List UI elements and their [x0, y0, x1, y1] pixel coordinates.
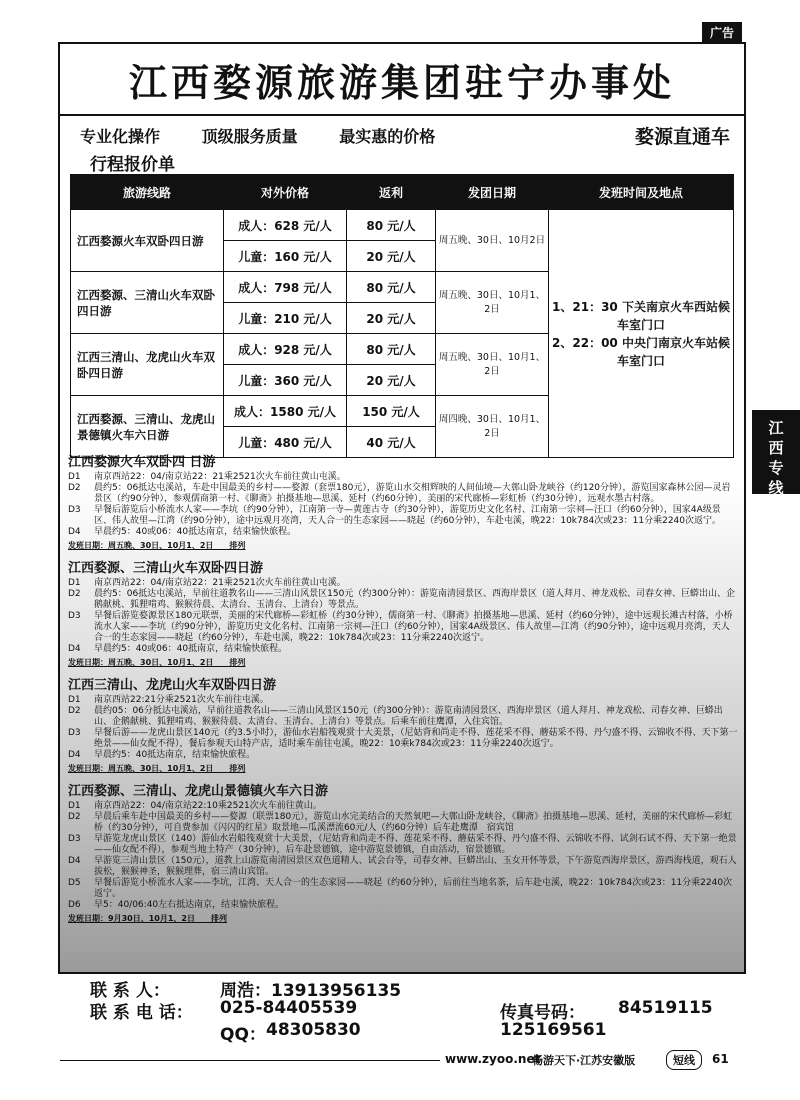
child-price: 儿童：210 元/人: [224, 303, 347, 334]
itinerary-title: 江西三清山、龙虎山火车双卧四日游: [68, 678, 277, 693]
dates-cell: 周五晚、30日、10月2日: [436, 210, 549, 272]
phone-label: 联 系 电 话：: [90, 1003, 193, 1023]
itinerary-day: [68, 695, 738, 706]
slogan-1: 专业化操作: [80, 127, 161, 146]
adult-price: 成人：928 元/人: [224, 334, 347, 365]
itinerary-day: [68, 900, 738, 911]
child-price: 儿童：160 元/人: [224, 241, 347, 272]
child-rebate: 20 元/人: [347, 365, 436, 396]
day-label: D6: [68, 900, 81, 910]
itinerary-title: 江西婺源火车双卧四 日游: [68, 455, 216, 470]
adult-price: 成人：798 元/人: [224, 272, 347, 303]
route-cell: 江西婺源火车双卧四日游: [71, 210, 224, 272]
ad-frame: [58, 42, 746, 974]
route-cell: 江西婺源、三清山火车双卧四日游: [71, 272, 224, 334]
dates-cell: 周五晚、30日、10月1、2日: [436, 272, 549, 334]
itinerary-day: [68, 589, 738, 611]
day-label: D2: [68, 589, 81, 599]
direct-bus-label: 婺源直通车: [634, 126, 730, 148]
itinerary-day: [68, 856, 738, 878]
schedule-note: 发班日期：周五晚、30日、10月1、2日 排列: [68, 764, 246, 773]
day-text: 早餐后游——龙虎山景区140元（约3.5小时），游仙水岩船筏观赏十大美景，（尼姑背和尚走不得、莲花采不得、蘑菇采不得、丹勺盛不得、云锦收不得、天下第一绝景——仙女配不得），餐后参观天山特产店，适时乘车前往屯溪，晚22：10乘k784次或23：11分乘2240次返宁。: [94, 728, 738, 749]
price-list-heading: 行程报价单: [90, 155, 175, 175]
child-price: 儿童：360 元/人: [224, 365, 347, 396]
adult-price: 成人：628 元/人: [224, 210, 347, 241]
day-label: D1: [68, 801, 81, 811]
qq-label: QQ：: [220, 1025, 266, 1045]
day-text: 早餐后游览小桥流水人家——李坑，江湾、天人合一的生态家园——晓起（约60分钟），后前往当地名茶，后车赴屯溪，晚22：10k784次或23：11分乘2240次返宁。: [94, 878, 733, 899]
day-label: D4: [68, 527, 81, 537]
itinerary-day: [68, 505, 738, 527]
day-text: 早晨约5：40抵达南京，结束愉快旅程。: [94, 750, 256, 760]
dates-cell: 周五晚、30日、10月1、2日: [436, 334, 549, 396]
itinerary-day: [68, 834, 738, 856]
phone-number: 025-84405539: [220, 998, 358, 1018]
day-label: D3: [68, 505, 81, 515]
day-label: D4: [68, 856, 81, 866]
day-text: 南京西站22：04/南京站22：21乘2521次火车前往黄山屯溪。: [94, 578, 346, 588]
footer-rule: [60, 1060, 440, 1061]
day-text: 早晨约5：40或06：40抵达南京，结束愉快旅程。: [94, 527, 297, 537]
col-dates: 发团日期: [436, 175, 549, 210]
day-label: D3: [68, 834, 81, 844]
route-cell: 江西婺源、三清山、龙虎山景德镇火车六日游: [71, 396, 224, 458]
day-label: D3: [68, 728, 81, 738]
price-table: [70, 174, 734, 458]
itinerary-day: [68, 706, 738, 728]
day-label: D3: [68, 611, 81, 621]
itinerary-day: [68, 472, 738, 483]
day-text: 晨约5：06抵达屯溪站，车赴中国最美的乡村——婺源（套票180元），游览山水交相辉映的人间仙境—大鄣山卧龙峡谷（约120分钟），游览国家森林公园—灵岩景区（约90分钟），参观儒商第一村、《聊斋》拍摄基地—思溪、延村（约60分钟），美丽的宋代廊桥—彩虹桥（约30分钟），远观水墨古村落。: [94, 483, 731, 504]
page-number: 61: [712, 1052, 729, 1066]
child-rebate: 20 元/人: [347, 241, 436, 272]
itinerary-day: [68, 611, 738, 644]
day-label: D1: [68, 578, 81, 588]
itinerary-3: [68, 674, 738, 774]
departure-times-text: 1、21：30 下关南京火车西站候车室门口 2、22：00 中央门南京火车站候车室门口: [552, 299, 730, 368]
day-text: 早餐后游览婺源景区180元联票，美丽的宋代廊桥—彩虹桥（约30分钟），儒商第一村、《聊斋》拍摄基地—思溪、延村（约60分钟），途中远观长滩古村落，小桥流水人家——李坑（约90分钟），游览历史文化名村、江南第一宗祠—汪口（约60分钟），国家4A级景区、伟人故里—江湾（约90分钟），途中远观月亮湾，天人合一的生态家园——晓起（约60分钟），车赴屯溪，晚22：10k784次或23：11分乘2240次返宁。: [94, 611, 733, 643]
itinerary-day: [68, 527, 738, 538]
day-text: 南京西站22:21分乘2521次火车前往屯溪。: [94, 695, 269, 705]
itinerary-list: [68, 449, 738, 930]
itinerary-title: 江西婺源、三清山火车双卧四日游: [68, 561, 264, 576]
child-rebate: 20 元/人: [347, 303, 436, 334]
day-text: 南京西站22：04/南京站22:10乘2521次火车前往黄山。: [94, 801, 322, 811]
col-price: 对外价格: [224, 175, 347, 210]
qq-number: 48305830: [266, 1020, 361, 1040]
contact-name: 周浩：13913956135: [220, 981, 402, 1001]
day-text: 晨约05：06分抵达屯溪站，早前往道教名山——三清山风景区150元（约300分钟）：游览南清园景区、西海岸景区（道人拜月、神龙戏松、司春女神、巨蟒出山、企鹅献桃、狐狸啃鸡、猴猴待晨、太清台、玉清台、上清台）等景点。后乘车前往鹰潭，入住宾馆。: [94, 706, 723, 727]
day-label: D4: [68, 644, 81, 654]
page-title: 江西婺源旅游集团驻宁办事处: [128, 61, 675, 105]
table-row: [71, 210, 734, 241]
footer-publication: 畅游天下·江苏安徽版: [532, 1054, 636, 1067]
itinerary-day: [68, 750, 738, 761]
col-route: 旅游线路: [71, 175, 224, 210]
qq-number-2: 125169561: [500, 1020, 607, 1040]
itinerary-day: [68, 483, 738, 505]
day-text: 早游览龙虎山景区（140）游仙水岩船筏观赏十大美景，（尼姑背和尚走不得、莲花采不得、蘑菇采不得、丹勺盛不得、云锦收不得、试剑石试不得、天下第一绝景——仙女配不得），参观当地土特产（30分钟），后车赴景德镇，途中游览景德镇，自由活动，宿景德镇。: [94, 834, 737, 855]
day-label: D4: [68, 750, 81, 760]
day-text: 早5：40/06:40左右抵达南京，结束愉快旅程。: [94, 900, 285, 910]
itinerary-day: [68, 578, 738, 589]
itinerary-4: [68, 780, 738, 924]
footer-section-badge: 短线: [666, 1050, 702, 1070]
page-footer: [0, 1048, 800, 1072]
col-departure: 发班时间及地点: [549, 175, 734, 210]
itinerary-day: [68, 644, 738, 655]
day-text: 早晨后乘车赴中国最美的乡村——婺源（联票180元），游览山水完美结合的天然氧吧—大鄣山卧龙峡谷，《聊斋》拍摄基地—思溪、延村，美丽的宋代廊桥—彩虹桥（约30分钟），可自费参加《闪闪的红星》取景地—瓜溪漂流60元/人（约60分钟）后车赴鹰潭 宿宾馆: [94, 812, 733, 833]
day-label: D5: [68, 878, 81, 888]
slogan-2: 顶级服务质量: [201, 127, 298, 146]
side-tab-label: 江西专线: [768, 419, 784, 497]
itinerary-day: [68, 812, 738, 834]
itinerary-title: 江西婺源、三清山、龙虎山景德镇火车六日游: [68, 784, 329, 799]
slogan-3: 最实惠的价格: [339, 127, 436, 146]
dates-cell: 周四晚、30日、10月1、2日: [436, 396, 549, 458]
adult-rebate: 80 元/人: [347, 210, 436, 241]
day-label: D2: [68, 483, 81, 493]
day-text: 晨约5：06抵达屯溪站，早前往道教名山——三清山风景区150元（约300分钟）：游览南清园景区、西海岸景区（道人拜月、神龙戏松、司春女神、巨蟒出山、企鹅献桃、狐狸啃鸡、猴猴待晨、太清台、玉清台、上清台）等景点。: [94, 589, 736, 610]
adult-rebate: 80 元/人: [347, 334, 436, 365]
fax-label: 传真号码：: [500, 1003, 585, 1023]
day-text: 早餐后游览后小桥流水人家——李坑（约90分钟），江南第一寺—黄莲古寺（约30分钟），游览历史文化名村、江南第一宗祠—汪口（约60分钟），国家4A级景区、伟人故里—江湾（约90分钟），途中远观月亮湾，天人合一的生态家园——晓起（约60分钟），车赴屯溪，晚22：10k784次或23：11分乘2240次返宁。: [94, 505, 722, 526]
child-rebate: 40 元/人: [347, 427, 436, 458]
side-tab-jiangxi: [752, 410, 800, 497]
day-text: 早晨约5：40或06：40抵南京，结束愉快旅程。: [94, 644, 288, 654]
fax-number: 84519115: [618, 998, 713, 1018]
day-text: 早游览三清山景区（150元），道教上山游览南清园景区双色道精人、试会台等，司春女神、巨蟒出山、玉女开怀等景，下午游览西海岸景区，游西海栈道，观石人拔松，猴猴神圣，猴猴理葬，宿三清山宾馆。: [94, 856, 737, 877]
title-divider: [60, 114, 744, 116]
price-table-header: [71, 175, 734, 210]
adult-rebate: 80 元/人: [347, 272, 436, 303]
contact-block: [90, 976, 740, 1045]
itinerary-day: [68, 801, 738, 812]
departure-times: [549, 210, 734, 458]
footer-site: www.zyoo.net: [445, 1052, 541, 1066]
contact-label: 联 系 人：: [90, 981, 170, 1001]
schedule-note: 发班日期：周五晚、30日、10月1、2日 排列: [68, 541, 246, 550]
day-label: D1: [68, 472, 81, 482]
schedule-note: 发班日期：周五晚、30日、10月1、2日 排列: [68, 658, 246, 667]
adult-rebate: 150 元/人: [347, 396, 436, 427]
child-price: 儿童：480 元/人: [224, 427, 347, 458]
day-label: D2: [68, 812, 81, 822]
schedule-note: 发班日期：9月30日、10月1、2日 排列: [68, 914, 227, 923]
day-label: D1: [68, 695, 81, 705]
itinerary-1: [68, 451, 738, 551]
col-rebate: 返利: [347, 175, 436, 210]
itinerary-day: [68, 878, 738, 900]
itinerary-day: [68, 728, 738, 750]
itinerary-2: [68, 557, 738, 668]
ad-tag: 广告: [702, 22, 742, 43]
day-label: D2: [68, 706, 81, 716]
day-text: 南京西站22：04/南京站22：21乘2521次火车前往黄山屯溪。: [94, 472, 346, 482]
adult-price: 成人：1580 元/人: [224, 396, 347, 427]
route-cell: 江西三清山、龙虎山火车双卧四日游: [71, 334, 224, 396]
